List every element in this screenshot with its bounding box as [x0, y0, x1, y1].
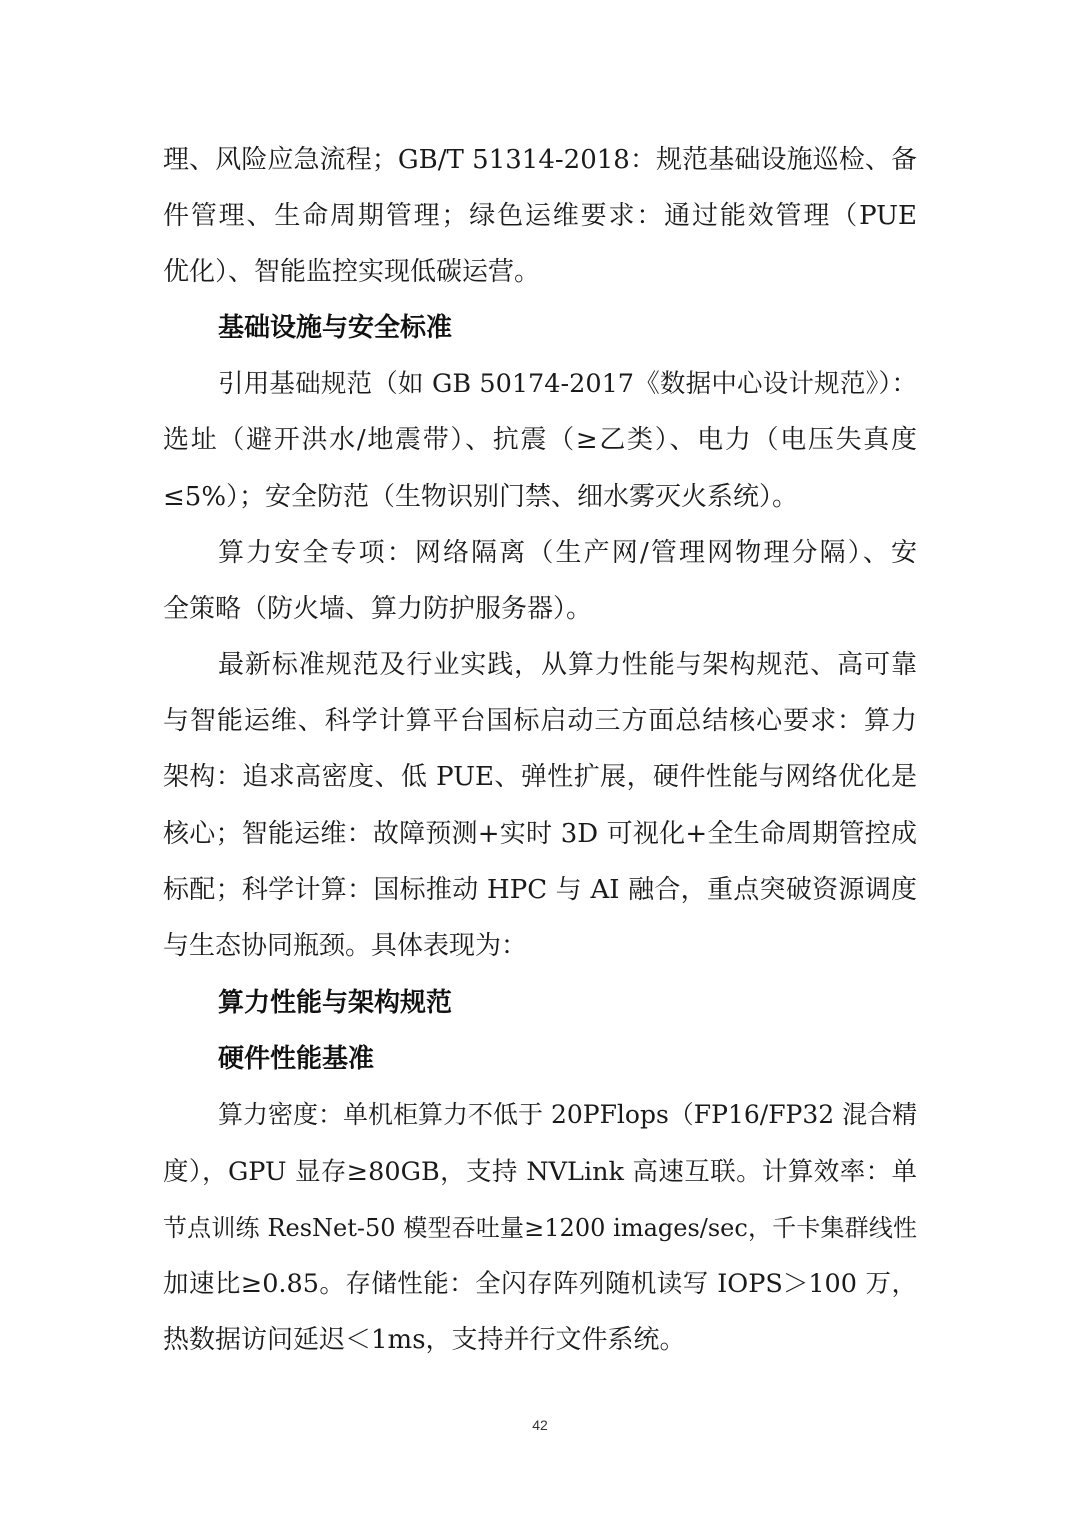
- section-heading: 算力性能与架构规范: [218, 988, 453, 1018]
- body-text-line: 加速比≥0.85。存储性能：全闪存阵列随机读写 IOPS＞100 万，: [163, 1269, 917, 1299]
- body-text-line: 引用基础规范（如 GB 50174-2017《数据中心设计规范》）：: [218, 369, 917, 399]
- body-text-line: 架构：追求高密度、低 PUE、弹性扩展，硬件性能与网络优化是: [163, 762, 917, 792]
- body-text-line: 算力密度：单机柜算力不低于 20PFlops（FP16/FP32 混合精: [218, 1100, 918, 1129]
- body-text-line: 节点训练 ResNet-50 模型吞吐量≥1200 images/sec，千卡集群线性: [163, 1214, 917, 1242]
- section-heading: 基础设施与安全标准: [218, 313, 453, 343]
- body-text-line: 核心；智能运维：故障预测+实时 3D 可视化+全生命周期管控成: [163, 819, 917, 849]
- body-text-line: ≤5%）；安全防范（生物识别门禁、细水雾灭火系统）。: [163, 482, 799, 512]
- body-text-line: 件管理、生命周期管理；绿色运维要求：通过能效管理（PUE: [163, 201, 917, 231]
- body-text-line: 全策略（防火墙、算力防护服务器）。: [163, 594, 593, 624]
- page-number: 42: [532, 1417, 548, 1433]
- body-text-line: 理、风险应急流程；GB/T 51314-2018：规范基础设施巡检、备: [163, 145, 917, 175]
- body-text-line: 算力安全专项：网络隔离（生产网/管理网物理分隔）、安: [218, 538, 917, 568]
- body-text-line: 与生态协同瓶颈。具体表现为：: [163, 931, 528, 961]
- body-text-line: 度），GPU 显存≥80GB，支持 NVLink 高速互联。计算效率：单: [163, 1157, 917, 1187]
- body-text-line: 最新标准规范及行业实践，从算力性能与架构规范、高可靠: [218, 650, 917, 680]
- body-text-line: 选址（避开洪水/地震带）、抗震（≥乙类）、电力（电压失真度: [163, 425, 917, 455]
- body-text-line: 标配；科学计算：国标推动 HPC 与 AI 融合，重点突破资源调度: [163, 875, 917, 905]
- subsection-heading: 硬件性能基准: [218, 1044, 375, 1074]
- body-text-line: 优化）、智能监控实现低碳运营。: [163, 257, 541, 287]
- body-text-line: 热数据访问延迟＜1ms，支持并行文件系统。: [163, 1325, 686, 1355]
- body-text-line: 与智能运维、科学计算平台国标启动三方面总结核心要求：算力: [163, 706, 917, 736]
